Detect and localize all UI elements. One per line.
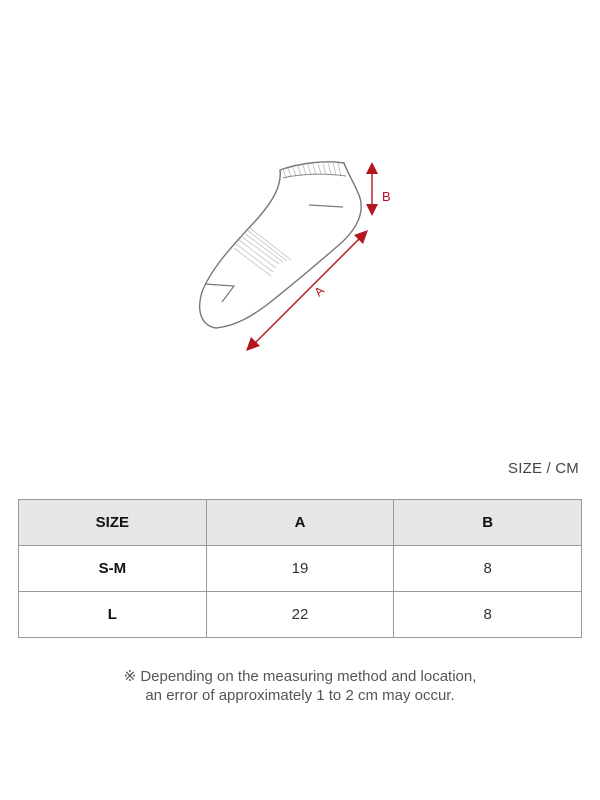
measurement-note: [0, 667, 600, 705]
size-cell: L: [19, 592, 207, 638]
header-size: SIZE: [19, 500, 207, 546]
table-row: [19, 592, 582, 638]
value-cell-b: 8: [394, 592, 582, 638]
size-cell: S-M: [19, 546, 207, 592]
header-a: A: [206, 500, 394, 546]
header-b: B: [394, 500, 582, 546]
value-cell-b: 8: [394, 546, 582, 592]
table-row: [19, 546, 582, 592]
value-cell-a: 19: [206, 546, 394, 592]
note-line-2: an error of approximately 1 to 2 cm may occur.: [145, 687, 455, 704]
size-table: [18, 499, 582, 638]
table-header-row: [19, 500, 582, 546]
note-line-1: ※ Depending on the measuring method and location,: [123, 668, 477, 685]
sock-outline: [200, 162, 362, 328]
value-cell-a: 22: [206, 592, 394, 638]
unit-label: SIZE / CM: [508, 460, 579, 477]
measure-arrow-b: [366, 162, 378, 216]
measure-label-b: B: [382, 189, 391, 204]
measure-label-a: A: [311, 283, 327, 300]
